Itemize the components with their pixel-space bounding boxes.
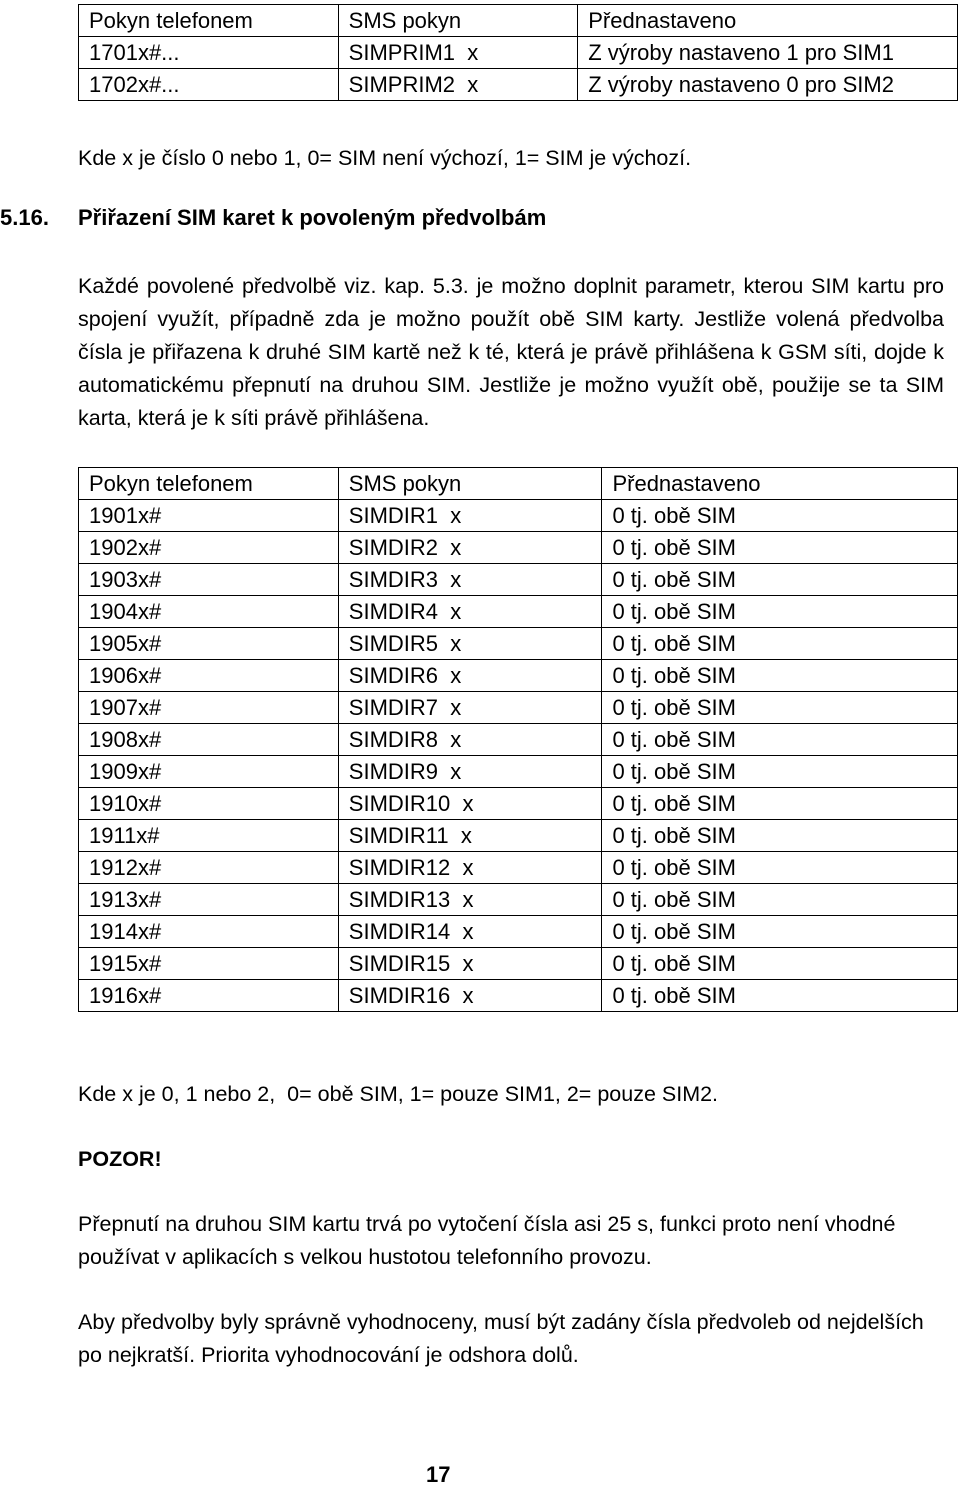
table-cell: 1901x# — [79, 500, 339, 532]
table-row — [79, 532, 958, 564]
column-header-sms-command: SMS pokyn — [338, 5, 578, 37]
table-cell: SIMDIR7 x — [338, 692, 602, 724]
section-number: 5.16. — [0, 205, 49, 230]
table-cell: 1905x# — [79, 628, 339, 660]
table-row — [79, 660, 958, 692]
sim-primary-note: Kde x je číslo 0 nebo 1, 0= SIM není výchozí, 1= SIM je výchozí. — [78, 146, 692, 170]
table-cell: SIMPRIM2 x — [338, 69, 578, 101]
table-row — [79, 756, 958, 788]
table-cell: 1909x# — [79, 756, 339, 788]
table-cell: SIMDIR14 x — [338, 916, 602, 948]
order-paragraph: Aby předvolby byly správně vyhodnoceny, musí být zadány čísla předvoleb od nejdelších po nejkratší. Priorita vyhodnocování je odshora dolů. — [78, 1310, 924, 1367]
table-row — [79, 724, 958, 756]
table-cell: 0 tj. obě SIM — [602, 788, 958, 820]
table-cell: Z výroby nastaveno 0 pro SIM2 — [578, 69, 958, 101]
table-cell: 1701x#... — [79, 37, 339, 69]
table-cell: SIMDIR1 x — [338, 500, 602, 532]
table-cell: 0 tj. obě SIM — [602, 756, 958, 788]
table-row — [79, 37, 958, 69]
table-cell: SIMDIR6 x — [338, 660, 602, 692]
table-cell: 1907x# — [79, 692, 339, 724]
warning-label: POZOR! — [78, 1147, 162, 1171]
table-header-row — [79, 5, 958, 37]
table-cell: 1906x# — [79, 660, 339, 692]
table-cell: 1903x# — [79, 564, 339, 596]
table-cell: 0 tj. obě SIM — [602, 564, 958, 596]
warning-paragraph: Přepnutí na druhou SIM kartu trvá po vytočení čísla asi 25 s, funkci proto není vhodné používat v aplikacích s velkou hustotou telefonního provozu. — [78, 1212, 896, 1269]
section-title: Přiřazení SIM karet k povoleným předvolbám — [78, 205, 547, 230]
sim-direction-note: Kde x je 0, 1 nebo 2, 0= obě SIM, 1= pouze SIM1, 2= pouze SIM2. — [78, 1082, 719, 1106]
table-cell: 1910x# — [79, 788, 339, 820]
table-cell: 0 tj. obě SIM — [602, 660, 958, 692]
table-row — [79, 564, 958, 596]
table-cell: 0 tj. obě SIM — [602, 500, 958, 532]
table-cell: 0 tj. obě SIM — [602, 852, 958, 884]
table-cell: 0 tj. obě SIM — [602, 628, 958, 660]
table-row — [79, 69, 958, 101]
table-cell: 0 tj. obě SIM — [602, 916, 958, 948]
table-cell: 0 tj. obě SIM — [602, 948, 958, 980]
table-cell: 1904x# — [79, 596, 339, 628]
table-cell: 1912x# — [79, 852, 339, 884]
table-cell: 1915x# — [79, 948, 339, 980]
column-header-phone-command: Pokyn telefonem — [79, 468, 339, 500]
table-cell: SIMPRIM1 x — [338, 37, 578, 69]
table-cell: SIMDIR3 x — [338, 564, 602, 596]
table-cell: SIMDIR5 x — [338, 628, 602, 660]
column-header-phone-command: Pokyn telefonem — [79, 5, 339, 37]
table-cell: SIMDIR13 x — [338, 884, 602, 916]
table-cell: 0 tj. obě SIM — [602, 692, 958, 724]
table-cell: SIMDIR11 x — [338, 820, 602, 852]
table-cell: SIMDIR2 x — [338, 532, 602, 564]
table-cell: 1916x# — [79, 980, 339, 1012]
table-row — [79, 692, 958, 724]
table-row — [79, 628, 958, 660]
table-row — [79, 788, 958, 820]
table-row — [79, 500, 958, 532]
table-row — [79, 852, 958, 884]
sim-direction-table — [78, 467, 958, 1012]
table-cell: SIMDIR10 x — [338, 788, 602, 820]
table-row — [79, 916, 958, 948]
table-cell: 0 tj. obě SIM — [602, 980, 958, 1012]
table-cell: 1902x# — [79, 532, 339, 564]
table-cell: SIMDIR15 x — [338, 948, 602, 980]
table-cell: SIMDIR12 x — [338, 852, 602, 884]
table-cell: 0 tj. obě SIM — [602, 724, 958, 756]
table-cell: 1908x# — [79, 724, 339, 756]
column-header-sms-command: SMS pokyn — [338, 468, 602, 500]
table-cell: SIMDIR4 x — [338, 596, 602, 628]
table-row — [79, 980, 958, 1012]
table-row — [79, 884, 958, 916]
section-paragraph: Každé povolené předvolbě viz. kap. 5.3. je možno doplnit parametr, kterou SIM kartu pro spojení využít, případně zda je možno použít obě SIM karty. Jestliže volená předvolba čísla je přiřazena k druhé SIM kartě než k té, která je právě přihlášena k GSM síti, dojde k automatickému přepnutí na druhou SIM. Jestliže je možno využít obě, použije se ta SIM karta, která je k síti právě přihlášena. — [78, 274, 944, 430]
table-cell: 0 tj. obě SIM — [602, 820, 958, 852]
table-cell: 0 tj. obě SIM — [602, 596, 958, 628]
sim-primary-table — [78, 4, 958, 101]
table-cell: SIMDIR8 x — [338, 724, 602, 756]
table-row — [79, 948, 958, 980]
table-cell: Z výroby nastaveno 1 pro SIM1 — [578, 37, 958, 69]
table-cell: 1702x#... — [79, 69, 339, 101]
page-number: 17 — [426, 1462, 451, 1487]
table-cell: 1913x# — [79, 884, 339, 916]
table-cell: 0 tj. obě SIM — [602, 884, 958, 916]
table-header-row — [79, 468, 958, 500]
column-header-default: Přednastaveno — [602, 468, 958, 500]
table-row — [79, 820, 958, 852]
table-cell: 1914x# — [79, 916, 339, 948]
table-cell: SIMDIR9 x — [338, 756, 602, 788]
table-cell: 1911x# — [79, 820, 339, 852]
table-cell: SIMDIR16 x — [338, 980, 602, 1012]
column-header-default: Přednastaveno — [578, 5, 958, 37]
table-cell: 0 tj. obě SIM — [602, 532, 958, 564]
table-row — [79, 596, 958, 628]
